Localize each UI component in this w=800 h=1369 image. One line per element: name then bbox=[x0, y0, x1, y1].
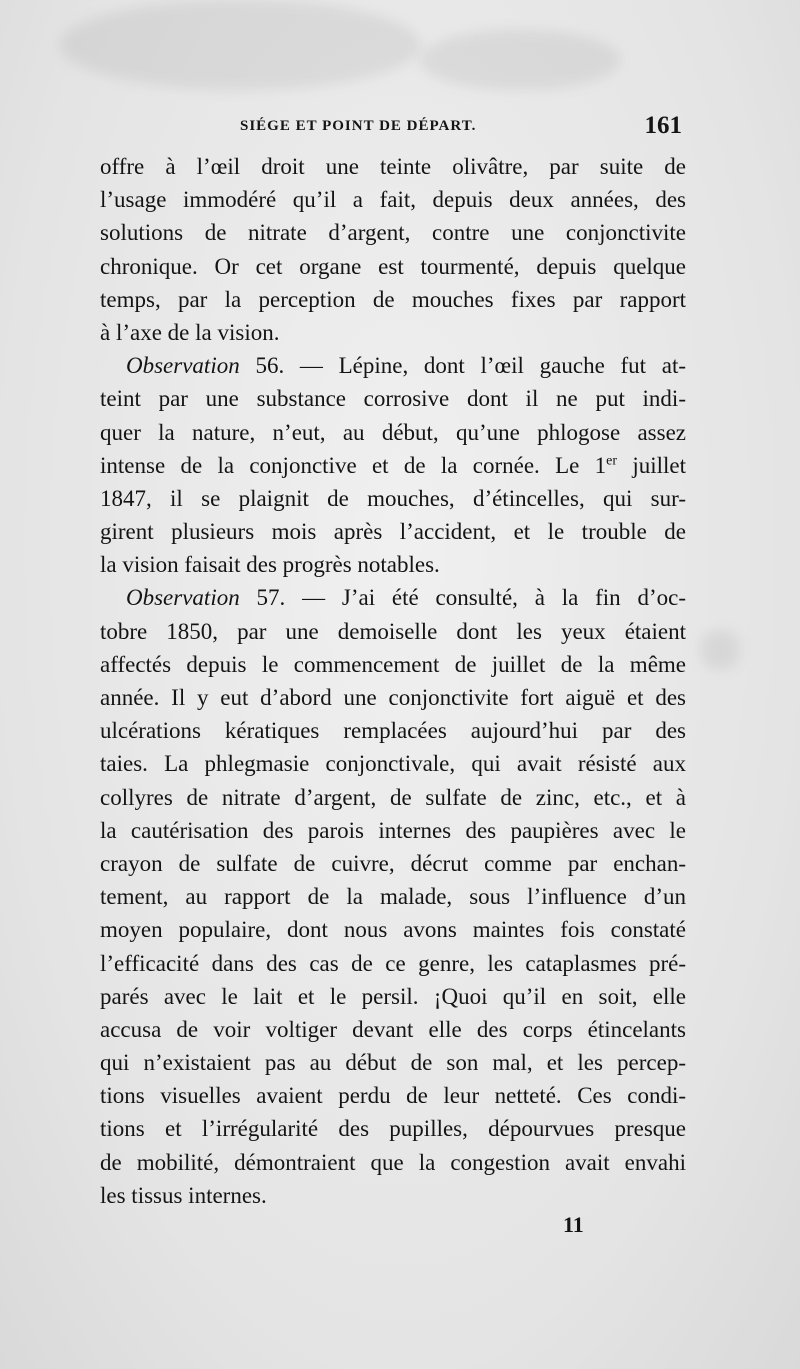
superscript: er bbox=[606, 453, 618, 469]
text-line: collyres de nitrate d’argent, de sulfate de zinc, etc., et à bbox=[100, 784, 686, 810]
text-line: la cautérisation des parois internes des paupières avec le bbox=[100, 817, 686, 843]
text-line: teint par une substance corrosive dont il ne put indi- bbox=[100, 386, 686, 412]
paragraph bbox=[100, 581, 686, 1212]
text-line: Observation 57. — J’ai été consulté, à la fin d’oc- bbox=[126, 585, 687, 611]
text-line: taies. La phlegmasie conjonctivale, qui avait résisté aux bbox=[100, 751, 686, 777]
page-header bbox=[100, 112, 682, 148]
running-head: SIÉGE ET POINT DE DÉPART. bbox=[240, 118, 477, 134]
text-line: ulcérations kératiques remplacées aujourd’hui par des bbox=[100, 718, 686, 744]
text-line: chronique. Or cet organe est tourmenté, depuis quelque bbox=[100, 253, 686, 279]
observation-number: 57. bbox=[256, 585, 286, 611]
signature-mark: 11 bbox=[563, 1212, 584, 1237]
text-line: tobre 1850, par une demoiselle dont les yeux étaient bbox=[100, 618, 686, 644]
page-number: 161 bbox=[644, 112, 682, 139]
text-line: solutions de nitrate d’argent, contre une conjonctivite bbox=[100, 220, 686, 246]
observation-number: 56. bbox=[255, 353, 285, 379]
text-line: Observation 56. — Lépine, dont l’œil gauche fut at- bbox=[126, 353, 687, 379]
text-line: année. Il y eut d’abord une conjonctivite fort aiguë et des bbox=[100, 685, 686, 710]
text-line: moyen populaire, dont nous avons maintes fois constaté bbox=[100, 917, 686, 943]
text-line: crayon de sulfate de cuivre, décrut comme par enchan- bbox=[100, 850, 686, 876]
text-line: de mobilité, démontraient que la congestion avait envahi bbox=[100, 1149, 686, 1175]
text-line: à l’axe de la vision. bbox=[100, 319, 280, 345]
paragraph bbox=[100, 150, 686, 349]
text-line: qui n’existaient pas au début de son mal, et les percep- bbox=[100, 1050, 686, 1076]
text-line: girent plusieurs mois après l’accident, et le trouble de bbox=[100, 519, 686, 545]
page-stain bbox=[420, 30, 620, 90]
text-line: parés avec le lait et le persil. ¡Quoi qu’il en soit, elle bbox=[100, 983, 686, 1009]
text-line: l’efficacité dans des cas de ce genre, les cataplasmes pré- bbox=[100, 950, 686, 976]
text-line: l’usage immodéré qu’il a fait, depuis deux années, des bbox=[100, 187, 686, 213]
text-line: offre à l’œil droit une teinte olivâtre, par suite de bbox=[100, 154, 686, 179]
text-line: 1847, il se plaignit de mouches, d’étincelles, qui sur- bbox=[100, 485, 686, 511]
page-stain bbox=[700, 630, 740, 670]
body-text bbox=[100, 150, 686, 1212]
text-line: les tissus internes. bbox=[100, 1182, 267, 1208]
text-line: quer la nature, n’eut, au début, qu’une phlogose assez bbox=[100, 419, 686, 445]
observation-label: Observation bbox=[126, 353, 240, 379]
text-line: affectés depuis le commencement de juillet de la même bbox=[100, 651, 686, 677]
paragraph bbox=[100, 349, 686, 581]
text-line: temps, par la perception de mouches fixes par rapport bbox=[100, 286, 686, 312]
text-line: tions et l’irrégularité des pupilles, dépourvues presque bbox=[100, 1116, 686, 1142]
page-stain bbox=[60, 0, 420, 90]
text-line: intense de la conjonctive et de la cornée. Le 1er juillet bbox=[100, 452, 686, 478]
text-line: tions visuelles avaient perdu de leur netteté. Ces condi- bbox=[100, 1083, 686, 1109]
text-line: la vision faisait des progrès notables. bbox=[100, 552, 440, 578]
observation-label: Observation bbox=[126, 585, 240, 611]
text-line: accusa de voir voltiger devant elle des corps étincelants bbox=[100, 1016, 686, 1042]
text-line: tement, au rapport de la malade, sous l’influence d’un bbox=[100, 884, 686, 910]
